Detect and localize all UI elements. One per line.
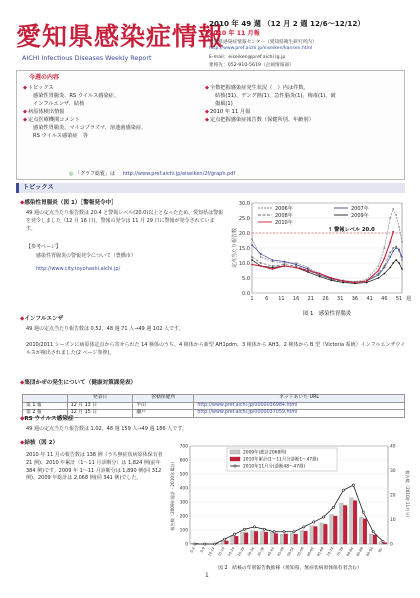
bar-2010-cumulative — [353, 501, 357, 544]
diamond-bullet-icon: ◆ — [205, 117, 209, 124]
x-tick-label: 36 — [351, 296, 359, 302]
toc-right-column — [205, 84, 400, 124]
report-subtitle: AICHI Infectious Diseases Weekly Report — [22, 54, 152, 62]
bar-2010-cumulative — [343, 506, 347, 545]
legend-label: 2006年 — [275, 205, 293, 212]
bar-2009 — [310, 526, 314, 544]
data-point — [389, 217, 391, 219]
data-point — [392, 262, 394, 264]
gastro-ref-label: 【参考ページ】 — [26, 244, 61, 250]
x-axis-label: 週 — [406, 296, 412, 302]
data-point — [251, 238, 253, 240]
rs-title-text: RS ウイルス感染症 — [24, 416, 74, 422]
data-point — [319, 276, 321, 278]
table-cell: 第 1 報 — [23, 402, 68, 410]
toc-item-label: トピックス — [28, 85, 54, 91]
data-point — [389, 241, 391, 243]
data-point — [272, 259, 274, 261]
data-point — [395, 259, 397, 261]
x-tick-label: 50-54 — [286, 546, 295, 558]
x-tick-label: 30-34 — [246, 546, 256, 558]
influenza-title — [20, 316, 63, 324]
column-header: 発表日 — [67, 395, 133, 403]
gastro-paragraph: 49 週の定点当たり報告数は 20.4 と警報レベル(20.0)以上となったため、愛知県は警報を発令しました（12 月 16 日)。警報の発令は 11 月 29 日に警報が発令されています。 — [26, 210, 224, 232]
toc-box — [16, 70, 405, 180]
x-tick-label: 5-9 — [199, 546, 206, 554]
month-line: 2010 年 11 月報 — [209, 29, 260, 37]
bar-2009 — [350, 498, 354, 544]
tb-bar-chart — [168, 440, 412, 572]
bar-2009 — [260, 531, 264, 544]
data-point — [253, 526, 255, 528]
circle-bullet-icon: ◎ — [69, 171, 74, 177]
y-tick-label: 0 — [185, 542, 188, 548]
toc-item-label: 病原体検出情報 — [28, 109, 65, 116]
y-tick-label: 20.0 — [238, 230, 250, 237]
x-tick-label: 46 — [381, 296, 388, 302]
bar-2009 — [359, 517, 363, 544]
diamond-bullet-icon: ◆ — [20, 200, 25, 206]
column-header — [23, 395, 68, 403]
bar-2009 — [330, 515, 334, 544]
data-point — [392, 231, 394, 233]
bar-2010-cumulative — [304, 531, 308, 544]
data-point — [273, 531, 275, 533]
data-point — [323, 516, 325, 518]
bar-2009 — [270, 532, 274, 544]
y-tick-label: 15.0 — [238, 245, 250, 252]
diamond-bullet-icon: ◆ — [20, 380, 25, 386]
data-point — [395, 246, 397, 248]
table-cell: 12 月 13 日 — [67, 402, 133, 410]
outbreak-table — [22, 394, 405, 418]
data-point — [398, 226, 400, 228]
y-tick-label: 700 — [179, 444, 188, 450]
legend-marker — [234, 465, 236, 467]
bar-2009 — [221, 541, 225, 544]
chart-caption: 図 1 感染性胃腸炎 — [302, 311, 352, 317]
data-point — [293, 531, 295, 533]
issue-info — [209, 19, 409, 69]
bar-2009 — [251, 531, 255, 544]
gastro-ref-text[interactable]: 感染性胃腸炎の警報発令について（豊橋市） — [36, 253, 136, 259]
toc-title: 今週の内容 — [29, 74, 60, 81]
data-point — [398, 262, 400, 264]
y-tick-label: 0.0 — [242, 290, 250, 297]
graph-link-label: 「グラフ総覧」は — [74, 171, 115, 177]
x-tick-label: 1 — [250, 296, 254, 302]
x-tick-label: 11 — [278, 296, 285, 302]
x-tick-label: 26 — [322, 296, 329, 302]
x-tick-label: 31 — [337, 296, 344, 302]
y-right-tick-label: 30 — [390, 469, 396, 475]
column-header: ネットあいち URL — [194, 395, 405, 403]
x-tick-label: 15-19 — [217, 546, 226, 558]
toc-item-sub: インフルエンザ、結核 — [33, 101, 85, 108]
publisher: 愛知県感染症情報センター（愛知県衛生研究所内） — [209, 40, 317, 46]
x-tick-label: 70-74 — [326, 546, 335, 558]
y-right-axis-label: 報告数（2010年11月分） — [405, 470, 410, 520]
toc-item[interactable] — [205, 116, 400, 124]
outbreak-title — [20, 380, 136, 388]
diamond-bullet-icon: ◆ — [20, 316, 25, 322]
data-point — [251, 256, 253, 258]
x-tick-label: 90-94 — [365, 546, 375, 558]
x-tick-label: 35-39 — [256, 546, 266, 558]
bar-2010-cumulative — [314, 527, 318, 545]
toc-left-column — [23, 84, 201, 140]
gastro-line-chart — [230, 197, 412, 319]
toc-item-label: 定点把握感染症報告数（保健所別、年齢別） — [210, 117, 314, 124]
column-header: 管轄保健所 — [133, 395, 194, 403]
diamond-bullet-icon: ◆ — [23, 117, 27, 124]
x-tick-label: 80-84 — [345, 546, 355, 558]
graph-link-url[interactable]: http://www.pref.aichi.jp/eiseiken/2f/graph.pdf — [122, 171, 236, 177]
data-point — [401, 268, 403, 270]
data-point — [251, 244, 253, 246]
y-tick-label: 10.0 — [238, 260, 250, 267]
data-point — [354, 282, 356, 284]
bar-2010-cumulative — [225, 541, 229, 544]
data-point — [392, 247, 394, 249]
legend-label: 2010年 — [275, 219, 293, 226]
x-tick-label: 75-79 — [335, 546, 345, 558]
bar-2009 — [241, 532, 245, 544]
bar-2009 — [320, 523, 324, 544]
data-point — [194, 543, 196, 545]
y-right-tick-label: 0 — [390, 542, 393, 548]
x-tick-label: 16 — [292, 296, 300, 302]
toc-item-sub: 結核(31)、デング熱(1)、急性脳炎(1)、梅毒(1)、破 — [215, 93, 336, 100]
data-point — [352, 484, 354, 486]
data-point — [283, 261, 285, 263]
x-tick-label: 40-44 — [266, 546, 276, 558]
bar-2010-cumulative — [294, 534, 298, 544]
x-tick-label: 51 — [395, 296, 403, 302]
table-cell: 瀬戸 — [133, 410, 194, 418]
bar-2009 — [290, 534, 294, 545]
table-header-row — [23, 395, 405, 403]
data-point — [307, 270, 309, 272]
data-point — [243, 528, 245, 530]
diamond-bullet-icon: ◆ — [20, 440, 25, 446]
y-right-tick-label: 20 — [390, 493, 396, 499]
data-point — [342, 280, 344, 282]
table-row — [23, 410, 405, 418]
data-point — [283, 531, 285, 533]
toc-item-label: 定点医療機関コメント — [28, 117, 80, 124]
toc-item-sub: 傷風(1) — [215, 101, 233, 108]
data-point — [295, 267, 297, 269]
x-tick-label: 0-4 — [189, 546, 196, 554]
bar-2010-cumulative — [274, 534, 278, 545]
bar-2010-cumulative — [284, 534, 288, 544]
influenza-title-text: インフルエンザ — [24, 316, 64, 322]
table-cell-link[interactable]: http://www.pref.aichi.jp/0000036984.html — [194, 402, 405, 410]
data-point — [383, 273, 385, 275]
bar-2010-cumulative — [254, 531, 258, 544]
data-point — [342, 489, 344, 491]
x-tick-label: 6 — [265, 296, 269, 302]
legend-swatch — [230, 450, 240, 454]
y-tick-label: 600 — [179, 458, 188, 464]
bar-2009 — [369, 534, 373, 544]
table-cell: 半田 — [133, 402, 194, 410]
diamond-bullet-icon: ◆ — [205, 85, 209, 91]
toc-item[interactable] — [205, 84, 400, 108]
legend-label: 2008年 — [275, 212, 293, 219]
bar-2010-cumulative — [334, 516, 338, 544]
bar-2010-cumulative — [244, 533, 248, 544]
influenza-paragraph-2: 2010/2011 シーズンに病原体定点から寄せられた 14 検体のうち、4 検体から新型 AH1pdm、3 検体から AH3、2 検体から B 型（Victoria 系統）インフルエンザウイルスが検出されました(2 ページ参照)。 — [26, 342, 406, 356]
rs-paragraph: 49 週の定点当たり報告数は 1.02、48 週 159 人→49 週 186 人です。 — [26, 426, 187, 432]
bar-2009 — [280, 534, 284, 544]
data-point — [332, 506, 334, 508]
x-tick-label: 20-24 — [227, 546, 236, 558]
bar-2010-cumulative — [264, 532, 268, 544]
x-tick-label: 45-49 — [276, 546, 285, 558]
tb-paragraph: 2010 年 11 月の報告数は 138 例（うち無症状病原体保有者 21 例)、2010 年累計（1〜11 月診断分）は 1,824 例(前年 384 例)です。2009 年 1〜11 月診断分は 1,890 例(同 312 例)、2009 年総計は 2,068 例(同 341 例)でした。 — [26, 452, 163, 482]
gastro-title — [20, 200, 117, 208]
legend-label: 2007年 — [351, 205, 369, 212]
data-point — [260, 256, 262, 258]
y-right-tick-label: 40 — [390, 444, 396, 450]
data-point — [251, 259, 253, 261]
data-point — [224, 538, 226, 540]
table-cell: 12 月 15 日 — [67, 410, 133, 418]
topics-section-bar: トピックス — [16, 183, 405, 193]
toc-item[interactable] — [23, 108, 201, 116]
data-point — [366, 280, 368, 282]
data-point — [303, 526, 305, 528]
data-point — [263, 528, 265, 530]
legend-label: 2010年11月分(診断48〜47週) — [243, 464, 306, 470]
toc-item[interactable] — [205, 108, 400, 116]
data-point — [331, 280, 333, 282]
data-point — [283, 265, 285, 267]
legend-label: 2009年(総計2068例) — [243, 450, 287, 456]
data-point — [260, 265, 262, 267]
x-tick-label: 60-64 — [306, 546, 315, 558]
chart-caption: 図 2 結核の年別報告数推移（愛知県、無症状病原体保有者含む） — [218, 566, 362, 571]
data-point — [382, 540, 384, 542]
data-point — [331, 277, 333, 279]
table-cell: 第 2 報 — [23, 410, 68, 418]
y-tick-label: 100 — [179, 528, 188, 534]
data-point — [395, 214, 397, 216]
outbreak-title-text: 集団かぜの発生について（健康対策課発表） — [24, 380, 137, 386]
y-tick-label: 5.0 — [242, 275, 250, 282]
data-point — [389, 256, 391, 258]
y-tick-label: 500 — [179, 472, 188, 478]
data-point — [392, 208, 394, 210]
data-point — [260, 262, 262, 264]
data-point — [272, 268, 274, 270]
graph-link-row — [69, 171, 235, 178]
y-right-tick-label: 10 — [390, 518, 396, 524]
data-point — [392, 250, 394, 252]
data-point — [383, 247, 385, 249]
header-email[interactable]: E-mail：eiseiken@pref.aichi.lg.jp — [209, 54, 286, 60]
diamond-bullet-icon: ◆ — [20, 416, 25, 422]
data-point — [401, 241, 403, 243]
diamond-bullet-icon: ◆ — [23, 109, 27, 116]
data-point — [372, 531, 374, 533]
bar-2009 — [300, 531, 304, 544]
data-point — [389, 252, 391, 254]
data-point — [362, 511, 364, 513]
bar-2010-cumulative — [324, 524, 328, 544]
data-point — [204, 543, 206, 545]
toc-item-sub: 感染性胃腸炎、マイコプラズマ、溶連菌感染症、 — [33, 125, 147, 132]
bar-2010-cumulative — [373, 535, 377, 544]
bar-2009 — [231, 536, 235, 544]
legend-label: 2009年 — [351, 212, 369, 219]
legend-swatch — [230, 457, 240, 461]
y-tick-label: 25.0 — [238, 215, 250, 222]
data-point — [319, 273, 321, 275]
week-line: 2010 年 49 週 （12 月 2 週 12/6〜12/12） — [209, 19, 365, 28]
y-tick-label: 30.0 — [238, 200, 250, 207]
bar-2010-cumulative — [235, 536, 239, 544]
data-point — [378, 265, 380, 267]
header-tel: 連絡先：052-910-5619（企画情報部） — [209, 62, 294, 68]
data-point — [398, 250, 400, 252]
page-number: 1 — [205, 572, 209, 579]
data-point — [260, 253, 262, 255]
y-axis-label: 定点当たり報告数 — [232, 227, 238, 269]
x-tick-label: 95- — [377, 546, 384, 554]
data-point — [313, 521, 315, 523]
influenza-paragraph-1: 49 週の定点当たり報告数は 0.52、48 週 71 人→49 週 102 人です。 — [26, 326, 184, 332]
data-point — [378, 273, 380, 275]
data-point — [383, 265, 385, 267]
report-header — [16, 10, 408, 68]
data-point — [214, 543, 216, 545]
data-point — [383, 258, 385, 260]
x-tick-label: 10-14 — [207, 546, 216, 558]
bar-2009 — [340, 503, 344, 544]
x-tick-label: 85-89 — [355, 546, 365, 558]
data-point — [389, 267, 391, 269]
toc-item[interactable] — [23, 84, 201, 108]
rs-title — [20, 416, 73, 424]
report-title: 愛知県感染症情報 — [16, 22, 225, 51]
diamond-bullet-icon: ◆ — [205, 109, 209, 116]
data-point — [378, 270, 380, 272]
bar-2010-cumulative — [363, 519, 367, 544]
header-url[interactable]: http://www.pref.aichi.jp/eiseiken/kansen.html — [209, 46, 313, 52]
table-cell-link[interactable]: http://www.pref.aichi.jp/0000037059.html — [194, 410, 405, 418]
data-point — [401, 259, 403, 261]
data-point — [233, 533, 235, 535]
diamond-bullet-icon: ◆ — [23, 85, 27, 91]
data-point — [251, 264, 253, 266]
x-tick-label: 65-69 — [316, 546, 325, 558]
y-tick-label: 300 — [179, 500, 188, 506]
x-tick-label: 55-59 — [296, 546, 305, 558]
tb-title — [20, 440, 58, 448]
toc-item-label: 全数把握感染症発生状況（ ）内は件数。 — [210, 85, 309, 91]
toc-item-sub: RS ウイルス感染症 等 — [33, 133, 88, 140]
toc-item-label: 2010 年 11 月報 — [210, 109, 251, 116]
toc-item[interactable] — [23, 116, 201, 140]
tb-title-text: 結核（図 2） — [24, 440, 59, 446]
table-row — [23, 402, 405, 410]
data-point — [378, 277, 380, 279]
toc-item-sub: 感染性胃腸炎、RS ウイルス感染症、 — [33, 93, 120, 100]
gastro-title-text: 感染性胃腸炎（図 1）［警報発令中］ — [24, 200, 117, 206]
gastro-ref-url[interactable]: http://www.city.toyohashi.aichi.jp/ — [36, 266, 121, 272]
alert-annotation: ↑ 警報レベル 20.0 — [328, 227, 375, 233]
x-tick-label: 25-29 — [236, 546, 246, 558]
y-tick-label: 200 — [179, 514, 188, 520]
y-axis-label: 報告数（2009年総計・2010年累計） — [170, 459, 175, 531]
x-tick-label: 41 — [366, 296, 373, 302]
x-tick-label: 21 — [307, 296, 315, 302]
data-point — [401, 256, 403, 258]
y-tick-label: 400 — [179, 486, 188, 492]
legend-label: 2010年累計(1〜11月分診断1〜47週) — [243, 457, 319, 463]
